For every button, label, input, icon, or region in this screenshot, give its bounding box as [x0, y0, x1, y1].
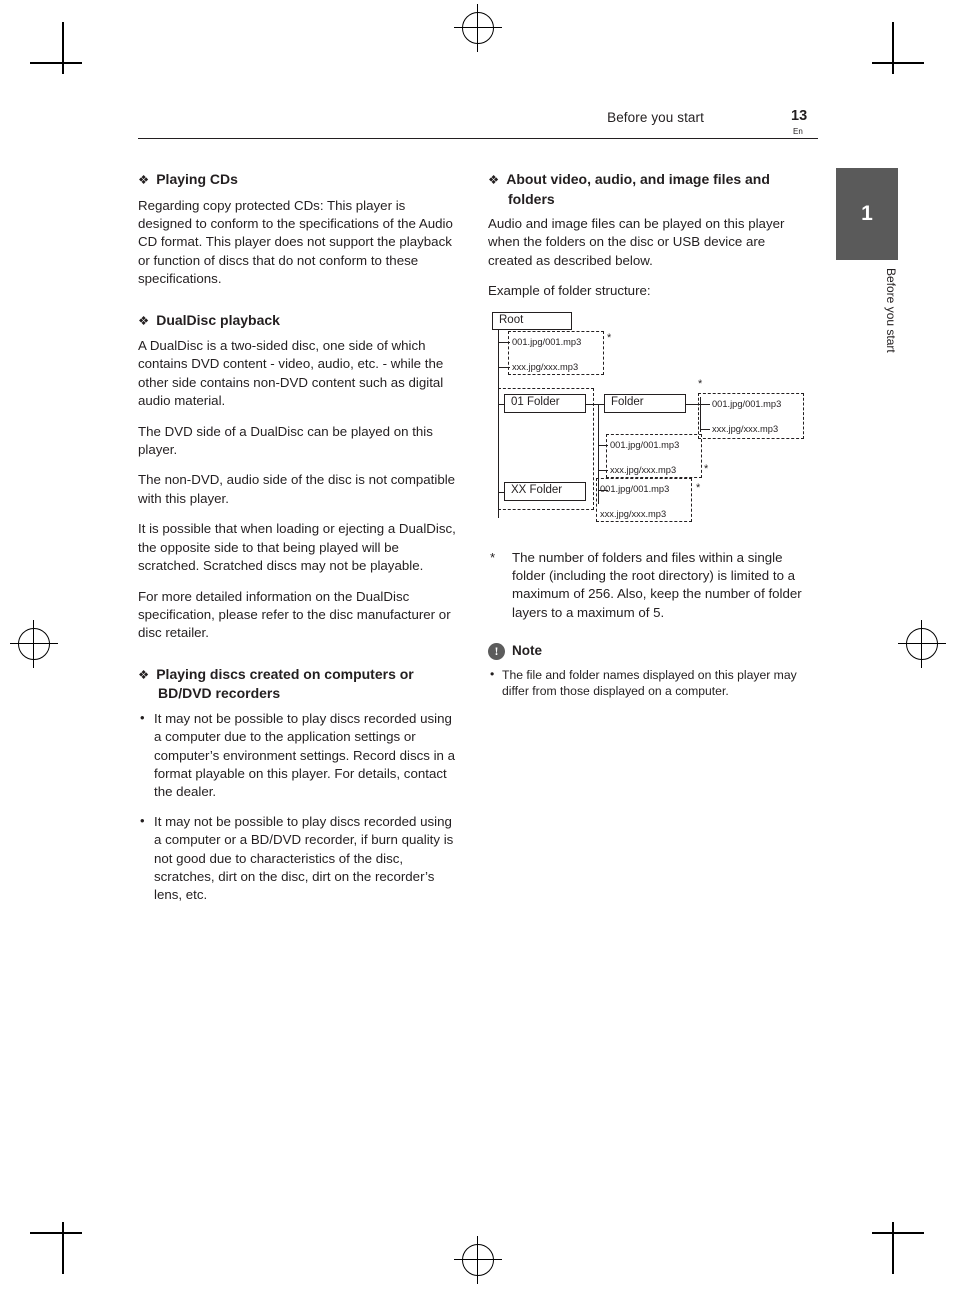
list-item: • The file and folder names displayed on this player may differ from those displayed on a computer.	[488, 667, 808, 699]
diagram-star-marker: *	[698, 377, 703, 390]
diagram-dashed-group	[508, 331, 604, 375]
diagram-file-label: 001.jpg/001.mp3	[600, 483, 670, 494]
header-divider	[138, 138, 818, 139]
diagram-file-label: xxx.jpg/xxx.mp3	[712, 423, 779, 434]
crop-mark	[62, 1222, 64, 1274]
diagram-folder-xx-box: XX Folder	[504, 482, 586, 501]
crop-mark	[872, 62, 924, 64]
header-section-title: Before you start	[607, 110, 704, 125]
left-column	[138, 170, 458, 916]
diagram-file-label: 001.jpg/001.mp3	[610, 439, 680, 450]
diagram-dashed-group	[698, 393, 804, 439]
paragraph: Regarding copy protected CDs: This player is designed to conform to the specifications of the Audio CD format. This player does not support the playback or function of discs that do not conform to these specifications.	[138, 197, 453, 287]
note-header	[488, 642, 808, 660]
diagram-folder-01-box: 01 Folder	[504, 394, 586, 413]
chapter-number: 1	[861, 202, 873, 225]
diagram-folder-box: Folder	[604, 394, 686, 413]
registration-mark-icon	[462, 12, 494, 44]
diagram-star-marker: *	[607, 331, 612, 344]
note-list	[488, 667, 808, 699]
paragraph: It is possible that when loading or ejecting a DualDisc, the opposite side to that being played will be scratched. Scratched discs may not be playable.	[138, 521, 456, 574]
registration-mark-icon	[906, 628, 938, 660]
diamond-icon: ❖	[488, 173, 500, 187]
crop-mark	[892, 22, 894, 74]
diagram-dashed-group	[498, 388, 594, 510]
diamond-icon: ❖	[138, 667, 150, 682]
list-item: • It may not be possible to play discs recorded using a computer or a BD/DVD recorder, if burn quality is not good due to characteristics of the disc, scratches, dirt on the disc, dirt on the recorder’s lens, etc.	[138, 813, 458, 905]
diagram-line	[586, 404, 604, 405]
crop-mark	[30, 62, 82, 64]
paragraph: For more detailed information on the DualDisc specification, please refer to the disc manufacturer or disc retailer.	[138, 588, 451, 641]
diagram-file-label: 001.jpg/001.mp3	[712, 398, 782, 409]
page-number: 13	[791, 108, 808, 124]
diagram-star-marker: *	[696, 481, 701, 494]
heading-text: About video, audio, and image files and folders	[506, 171, 770, 207]
diagram-star-marker: *	[704, 462, 709, 475]
heading-text: DualDisc playback	[156, 311, 280, 328]
diagram-root-box: Root	[492, 312, 572, 330]
diagram-file-label: xxx.jpg/xxx.mp3	[610, 464, 677, 475]
paragraph: Audio and image files can be played on this player when the folders on the disc or USB device are created as described below.	[488, 216, 785, 268]
crop-mark	[872, 1232, 924, 1234]
registration-mark-icon	[462, 1244, 494, 1276]
bullet-list	[138, 710, 458, 905]
paragraph: The DVD side of a DualDisc can be played on this player.	[138, 423, 433, 458]
diagram-file-label: 001.jpg/001.mp3	[512, 336, 582, 347]
language-code: En	[793, 127, 803, 136]
footnote-marker: *	[490, 549, 496, 565]
heading-text: Playing CDs	[156, 171, 238, 187]
diagram-dashed-group	[596, 478, 692, 522]
crop-mark	[892, 1222, 894, 1274]
paragraph: A DualDisc is a two-sided disc, one side of which contains DVD content - video, audio, etc. - while the other side contains non-DVD content such as digital audio material.	[138, 338, 444, 409]
list-item: • It may not be possible to play discs recorded using a computer due to the application settings or computer’s environment settings. Record discs in a format playable on this player. For details, contact the dealer.	[138, 710, 458, 802]
heading-dualdisc-playback	[138, 311, 458, 331]
heading-playing-discs-created	[138, 665, 458, 703]
diagram-file-label: xxx.jpg/xxx.mp3	[600, 508, 667, 519]
crop-mark	[62, 22, 64, 74]
chapter-label: Before you start	[884, 268, 898, 353]
crop-mark	[30, 1232, 82, 1234]
folder-structure-diagram	[488, 312, 808, 537]
heading-text: Playing discs created on computers or BD/DVD recorders	[156, 665, 414, 702]
registration-mark-icon	[18, 628, 50, 660]
diagram-file-label: xxx.jpg/xxx.mp3	[512, 361, 579, 372]
footnote-text: The number of folders and files within a single folder (including the root directory) is limited to a maximum of 256. Also, keep the number of folder layers to a maximum of 5.	[512, 549, 802, 620]
right-column	[488, 170, 808, 699]
paragraph: Example of folder structure:	[488, 283, 651, 299]
heading-playing-cds	[138, 170, 458, 190]
heading-about-files-and-folders	[488, 170, 808, 208]
footnote	[488, 549, 808, 623]
diagram-dashed-group	[606, 434, 702, 478]
diamond-icon: ❖	[138, 313, 150, 328]
exclamation-icon: !	[488, 643, 505, 660]
chapter-tab	[836, 168, 898, 260]
paragraph: The non-DVD, audio side of the disc is not compatible with this player.	[138, 472, 456, 506]
diamond-icon: ❖	[138, 173, 150, 187]
note-title: Note	[512, 643, 542, 659]
